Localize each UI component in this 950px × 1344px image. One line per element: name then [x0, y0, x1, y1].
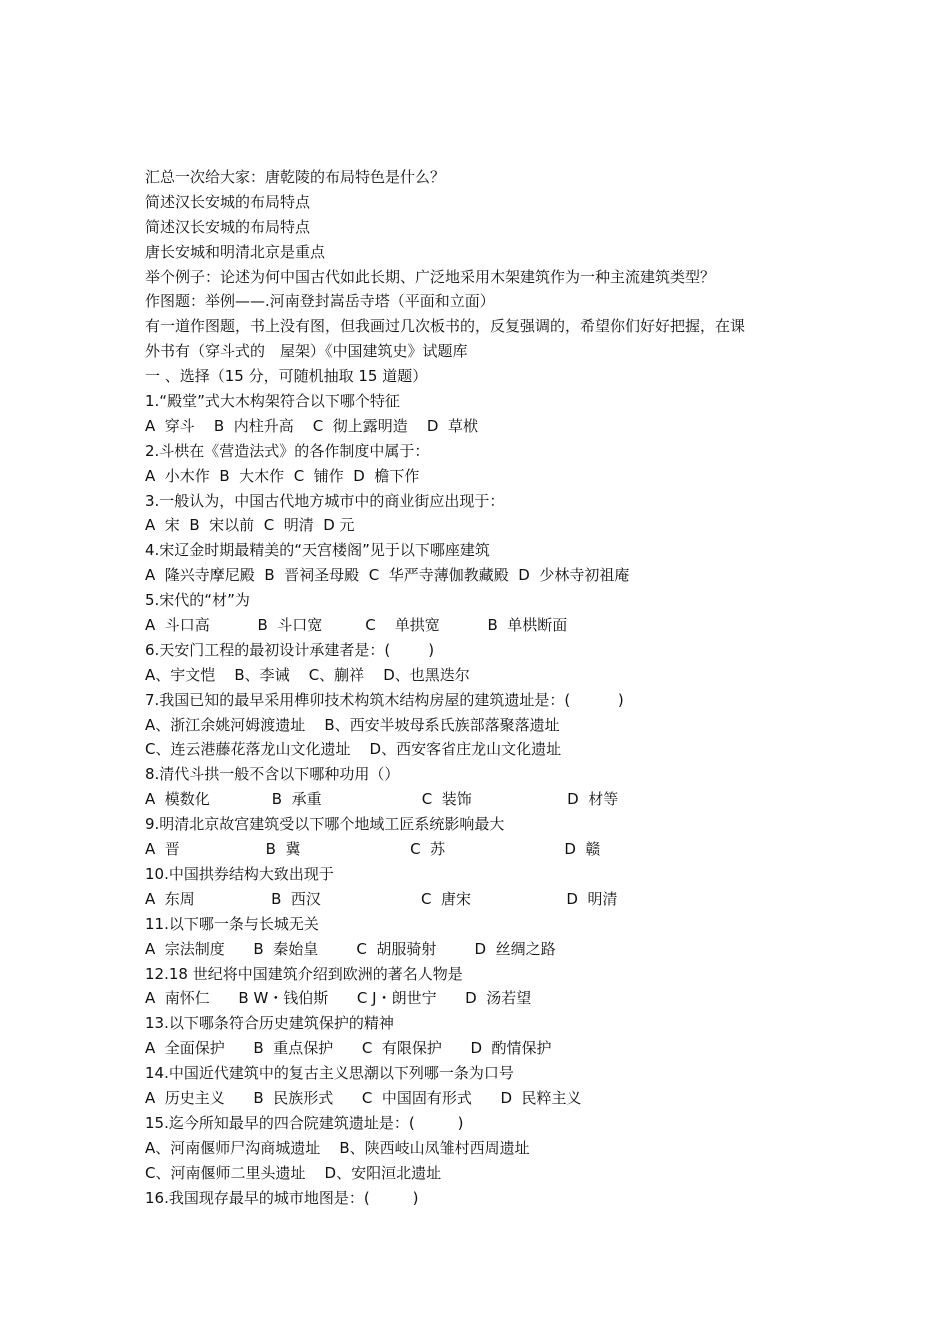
question: 2.斗栱在《营造法式》的各作制度中属于： [145, 441, 430, 460]
question: 13.以下哪条符合历史建筑保护的精神 [145, 1014, 394, 1033]
answer-options: A 隆兴寺摩尼殿 B 晋祠圣母殿 C 华严寺薄伽教藏殿 D 少林寺初祖庵 [145, 566, 630, 585]
text-line: 简述汉长安城的布局特点 [145, 217, 311, 236]
answer-options: A、河南偃师尸沟商城遗址 B、陕西岐山凤雏村西周遗址 [145, 1138, 530, 1157]
text-line: 有一道作图题，书上没有图，但我画过几次板书的，反复强调的，希望你们好好把握，在课 [145, 317, 746, 336]
answer-options: A 东周 B 西汉 C 唐宋 D 明清 [145, 889, 618, 908]
section-heading: 一 、选择（15 分，可随机抽取 15 道题） [145, 367, 428, 386]
answer-options: A 宋 B 宋以前 C 明清 D 元 [145, 516, 355, 535]
question: 1.“殿堂”式大木构架符合以下哪个特征 [145, 392, 400, 411]
answer-options: C、河南偃师二里头遗址 D、安阳洹北遗址 [145, 1163, 442, 1182]
question: 12.18 世纪将中国建筑介绍到欧洲的著名人物是 [145, 964, 463, 983]
question: 9.明清北京故宫建筑受以下哪个地域工匠系统影响最大 [145, 815, 505, 834]
answer-options: A 小木作 B 大木作 C 铺作 D 檐下作 [145, 466, 420, 485]
question: 14.中国近代建筑中的复古主义思潮以下列哪一条为口号 [145, 1064, 514, 1083]
question: 4.宋辽金时期最精美的“天宫楼阁”见于以下哪座建筑 [145, 541, 490, 560]
question: 16.我国现存最早的城市地图是：( ) [145, 1188, 419, 1207]
answer-options: A、宇文恺 B、李诫 C、蒯祥 D、也黑迭尔 [145, 665, 470, 684]
answer-options: A 模数化 B 承重 C 装饰 D 材等 [145, 790, 619, 809]
answer-options: A 晋 B 冀 C 苏 D 赣 [145, 840, 601, 859]
answer-options: A 历史主义 B 民族形式 C 中国固有形式 D 民粹主义 [145, 1088, 582, 1107]
document-body [145, 165, 845, 1210]
question: 8.清代斗拱一般不含以下哪种功用（） [145, 765, 400, 784]
answer-options: C、连云港藤花落龙山文化遗址 D、西安客省庄龙山文化遗址 [145, 740, 562, 759]
text-line: 汇总一次给大家：唐乾陵的布局特色是什么？ [145, 168, 446, 186]
text-line: 举个例子：论述为何中国古代如此长期、广泛地采用木架建筑作为一种主流建筑类型？ [145, 267, 716, 286]
text-line: 唐长安城和明清北京是重点 [145, 242, 326, 261]
question: 6.天安门工程的最初设计承建者是：( ) [145, 640, 435, 659]
question: 15.迄今所知最早的四合院建筑遗址是：( ) [145, 1113, 464, 1132]
answer-options: A、浙江余姚河姆渡遗址 B、西安半坡母系氏族部落聚落遗址 [145, 715, 560, 734]
text-line: 外书有（穿斗式的 屋架）《中国建筑史》试题库 [145, 342, 468, 361]
answer-options: A 斗口高 B 斗口宽 C 单拱宽 B 单栱断面 [145, 616, 568, 635]
answer-options: A 南怀仁 B W・钱伯斯 C J・朗世宁 D 汤若望 [145, 989, 532, 1008]
text-line: 简述汉长安城的布局特点 [145, 192, 311, 211]
answer-options: A 穿斗 B 内柱升高 C 彻上露明造 D 草栿 [145, 416, 478, 435]
question: 10.中国拱券结构大致出现于 [145, 864, 334, 883]
answer-options: A 全面保护 B 重点保护 C 有限保护 D 酌情保护 [145, 1039, 552, 1058]
question: 5.宋代的“材”为 [145, 591, 250, 610]
question: 3.一般认为，中国古代地方城市中的商业街应出现于： [145, 491, 505, 510]
text-line: 作图题：举例——.河南登封嵩岳寺塔（平面和立面） [145, 292, 495, 311]
answer-options: A 宗法制度 B 秦始皇 C 胡服骑射 D 丝绸之路 [145, 939, 556, 958]
question: 11.以下哪一条与长城无关 [145, 914, 319, 933]
question: 7.我国已知的最早采用榫卯技术构筑木结构房屋的建筑遗址是：( ) [145, 690, 624, 709]
